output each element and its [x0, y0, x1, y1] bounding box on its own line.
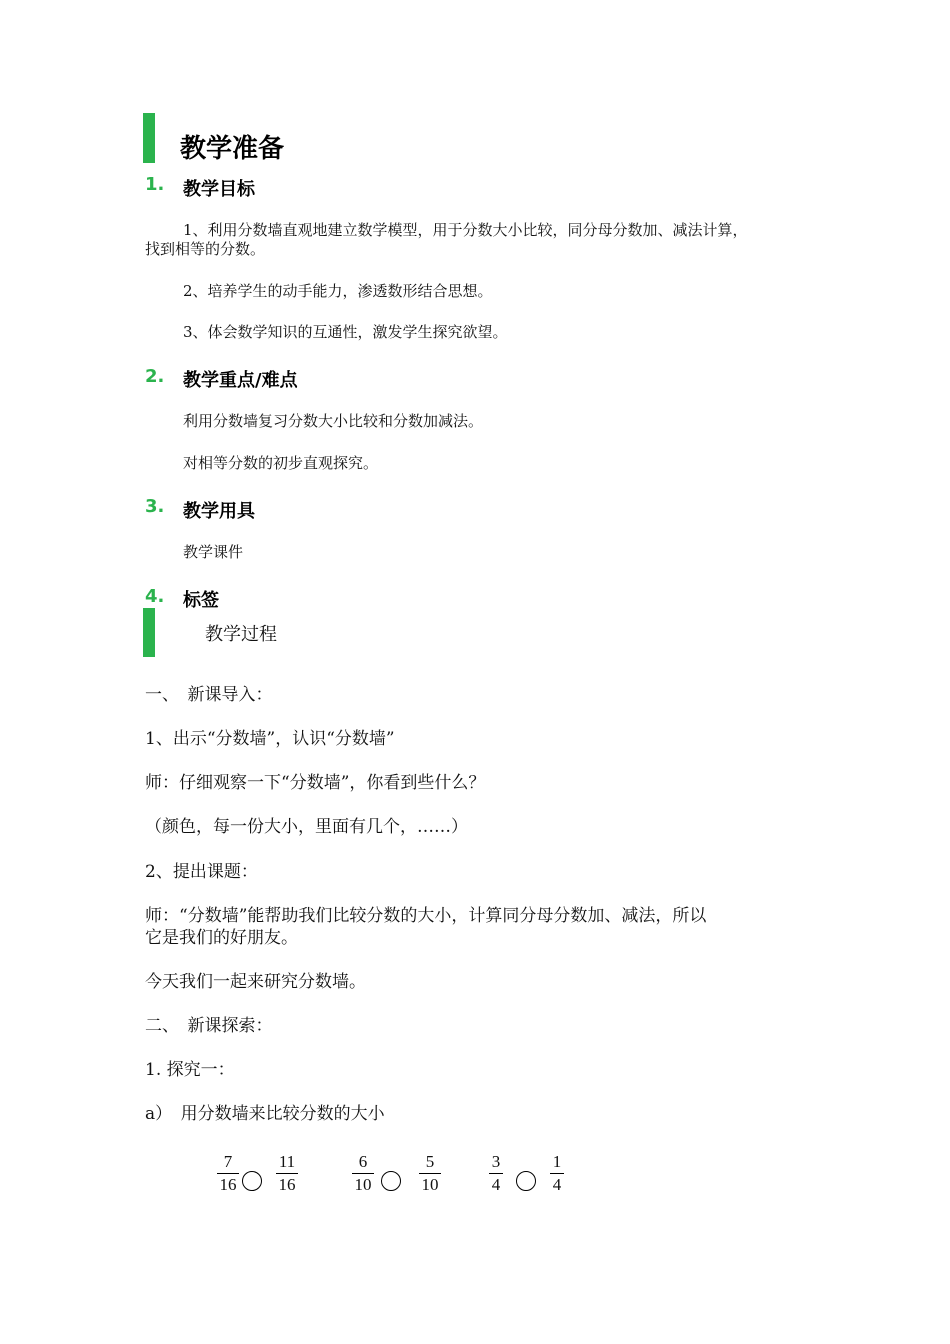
section-title-tags: 标签: [183, 590, 219, 611]
heading-accent-bar: [143, 113, 155, 163]
body-line: 今天我们一起来研究分数墙。: [145, 972, 366, 992]
fraction: [550, 1152, 564, 1195]
body-line: 二、 新课探索：: [145, 1016, 273, 1036]
fraction: [217, 1152, 239, 1195]
fraction-numerator: 11: [278, 1152, 296, 1171]
fraction-numerator: 5: [425, 1152, 435, 1171]
section-number: 3.: [145, 496, 165, 517]
keypoint-1: 利用分数墙复习分数大小比较和分数加减法。: [183, 412, 484, 430]
goal-1-line-2: 找到相等的分数。: [145, 240, 266, 258]
section-title-goals: 教学目标: [183, 179, 255, 200]
compare-circle[interactable]: [516, 1171, 536, 1191]
keypoint-2: 对相等分数的初步直观探究。: [183, 454, 379, 472]
fraction-numerator: 1: [552, 1152, 562, 1171]
section-number: 1.: [145, 174, 165, 195]
goal-2: 2、培养学生的动手能力，渗透数形结合思想。: [183, 282, 493, 300]
body-line: 它是我们的好朋友。: [145, 928, 298, 948]
fraction: [276, 1152, 298, 1195]
section-title-tools: 教学用具: [183, 501, 255, 522]
fraction-numerator: 7: [223, 1152, 233, 1171]
compare-circle[interactable]: [381, 1171, 401, 1191]
fraction-denominator: 16: [219, 1175, 237, 1194]
fraction: [352, 1152, 374, 1195]
body-line: 师：仔细观察一下“分数墙”，你看到些什么？: [145, 773, 486, 793]
body-line: a） 用分数墙来比较分数的大小: [145, 1104, 385, 1124]
fraction-numerator: 3: [491, 1152, 501, 1171]
section-title-keypoints: 教学重点/难点: [183, 370, 298, 391]
body-line: 2、提出课题：: [145, 862, 258, 882]
body-line: （颜色，每一份大小，里面有几个，……）: [145, 817, 468, 837]
compare-circle[interactable]: [242, 1171, 262, 1191]
fraction: [489, 1152, 503, 1195]
fraction: [419, 1152, 441, 1195]
goal-1-line-1: 1、利用分数墙直观地建立数学模型，用于分数大小比较，同分母分数加、减法计算，: [183, 221, 748, 239]
fraction-denominator: 10: [354, 1175, 372, 1194]
page-title: 教学准备: [180, 134, 285, 164]
fraction-denominator: 10: [421, 1175, 439, 1194]
body-line: 一、 新课导入：: [145, 685, 273, 705]
process-accent-bar: [143, 608, 155, 657]
section-number: 2.: [145, 366, 165, 387]
goal-3: 3、体会数学知识的互通性，激发学生探究欲望。: [183, 323, 508, 341]
fraction-numerator: 6: [358, 1152, 368, 1171]
body-line: 1. 探究一：: [145, 1060, 235, 1080]
process-heading: 教学过程: [205, 624, 277, 645]
body-line: 师：“分数墙”能帮助我们比较分数的大小，计算同分母分数加、减法，所以: [145, 906, 707, 926]
body-line: 1、出示“分数墙”，认识“分数墙”: [145, 729, 395, 749]
section-number: 4.: [145, 586, 165, 607]
fraction-denominator: 16: [278, 1175, 296, 1194]
fraction-denominator: 4: [552, 1175, 562, 1194]
fraction-denominator: 4: [491, 1175, 501, 1194]
tools-text: 教学课件: [183, 543, 244, 561]
